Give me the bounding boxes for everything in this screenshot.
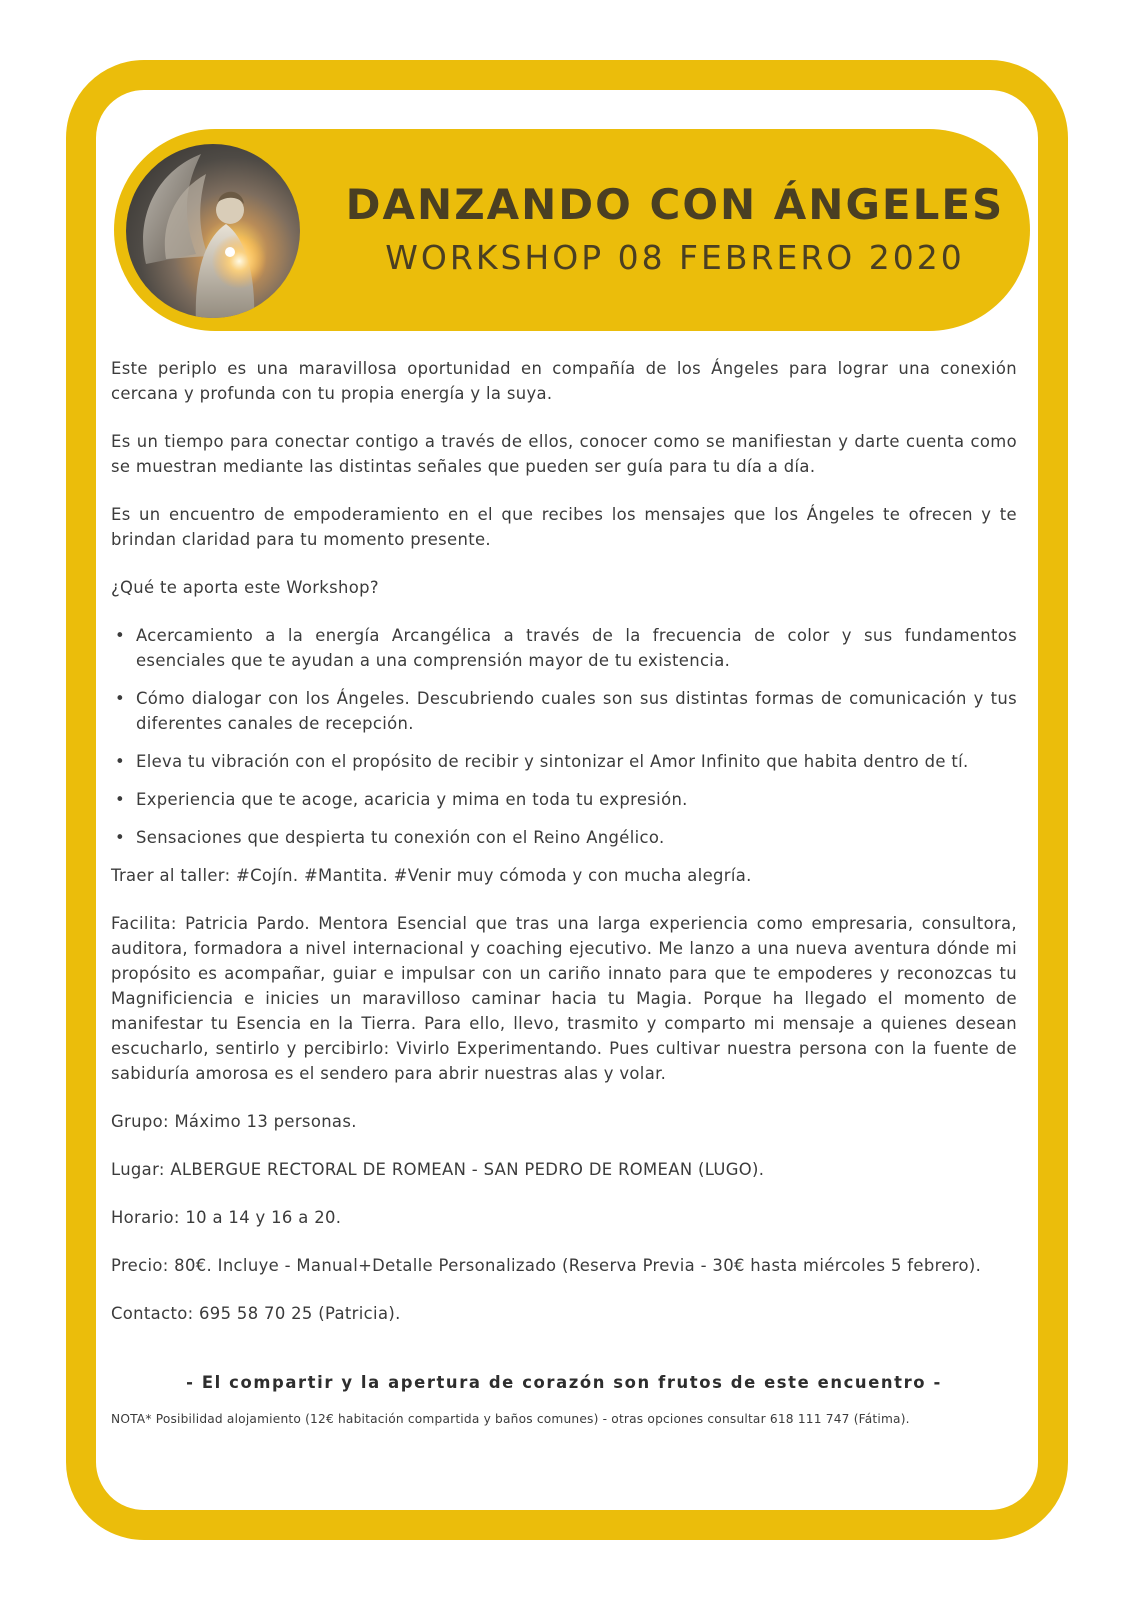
list-item-text: Eleva tu vibración con el propósito de recibir y sintonizar el Amor Infinito que habita dentro de tí. bbox=[136, 752, 969, 771]
bring-items: Traer al taller: #Cojín. #Mantita. #Venir muy cómoda y con mucha alegría. bbox=[111, 866, 752, 885]
intro-paragraph: Es un tiempo para conectar contigo a través de ellos, conocer como se manifiestan y darte cuenta como se muestran mediante las distintas señales que pueden ser guía para tu día a día. bbox=[111, 432, 1017, 476]
group-size: Grupo: Máximo 13 personas. bbox=[111, 1112, 357, 1131]
location: Lugar: ALBERGUE RECTORAL DE ROMEAN - SAN PEDRO DE ROMEAN (LUGO). bbox=[111, 1160, 765, 1179]
list-item bbox=[111, 623, 1017, 673]
workshop-date-subtitle: WORKSHOP 08 FEBRERO 2020 bbox=[385, 238, 965, 277]
bullet-icon: • bbox=[115, 626, 126, 645]
list-item bbox=[111, 825, 1017, 850]
contact: Contacto: 695 58 70 25 (Patricia). bbox=[111, 1304, 401, 1323]
bullet-icon: • bbox=[115, 828, 126, 847]
page-title: DANZANDO CON ÁNGELES bbox=[345, 180, 1005, 229]
list-item bbox=[111, 787, 1017, 812]
footnote: NOTA* Posibilidad alojamiento (12€ habitación compartida y baños comunes) - otras opciones consultar 618 111 747 (Fátima). bbox=[111, 1412, 910, 1426]
bullet-icon: • bbox=[115, 752, 126, 771]
intro-paragraph: Es un encuentro de empoderamiento en el que recibes los mensajes que los Ángeles te ofrecen y te brindan claridad para tu momento presente. bbox=[111, 505, 1017, 549]
list-item bbox=[111, 686, 1017, 736]
facilitator-bio: Facilita: Patricia Pardo. Mentora Esencial que tras una larga experiencia como empresaria, consultora, auditora, formadora a nivel internacional y coaching ejecutivo. Me lanzo a una nueva aventura dónde mi propósito es acompañar, guiar e impulsar con un cariño innato para que te empoderes y reconozcas tu Magnificiencia e inicies un maravilloso caminar hacia tu Magia. Porque ha llegado el momento de manifestar tu Esencia en la Tierra. Para ello, llevo, trasmito y comparto mi mensaje a quienes desean escucharlo, sentirlo y percibirlo: Vivirlo Experimentando. Pues cultivar nuestra persona con la fuente de sabiduría amorosa es el sendero para abrir nuestras alas y volar. bbox=[111, 914, 1017, 1083]
list-item-text: Sensaciones que despierta tu conexión con el Reino Angélico. bbox=[136, 828, 665, 847]
intro-paragraph: Este periplo es una maravillosa oportunidad en compañía de los Ángeles para lograr una conexión cercana y profunda con tu propia energía y la suya. bbox=[111, 359, 1017, 403]
schedule: Horario: 10 a 14 y 16 a 20. bbox=[111, 1208, 342, 1227]
price: Precio: 80€. Incluye - Manual+Detalle Personalizado (Reserva Previa - 30€ hasta miércoles 5 febrero). bbox=[111, 1256, 982, 1275]
list-item-text: Acercamiento a la energía Arcangélica a través de la frecuencia de color y sus fundamentos esenciales que te ayudan a una comprensión mayor de tu existencia. bbox=[136, 626, 1017, 670]
main-content bbox=[111, 356, 1017, 1349]
list-item bbox=[111, 749, 1017, 774]
bullet-icon: • bbox=[115, 689, 126, 708]
angel-photo bbox=[126, 144, 300, 318]
list-item-text: Experiencia que te acoge, acaricia y mima en toda tu expresión. bbox=[136, 790, 688, 809]
benefits-question: ¿Qué te aporta este Workshop? bbox=[111, 578, 379, 597]
benefits-list bbox=[111, 623, 1017, 850]
closing-quote: - El compartir y la apertura de corazón son frutos de este encuentro - bbox=[186, 1373, 942, 1392]
list-item-text: Cómo dialogar con los Ángeles. Descubriendo cuales son sus distintas formas de comunicación y tus diferentes canales de recepción. bbox=[136, 689, 1017, 733]
bullet-icon: • bbox=[115, 790, 126, 809]
